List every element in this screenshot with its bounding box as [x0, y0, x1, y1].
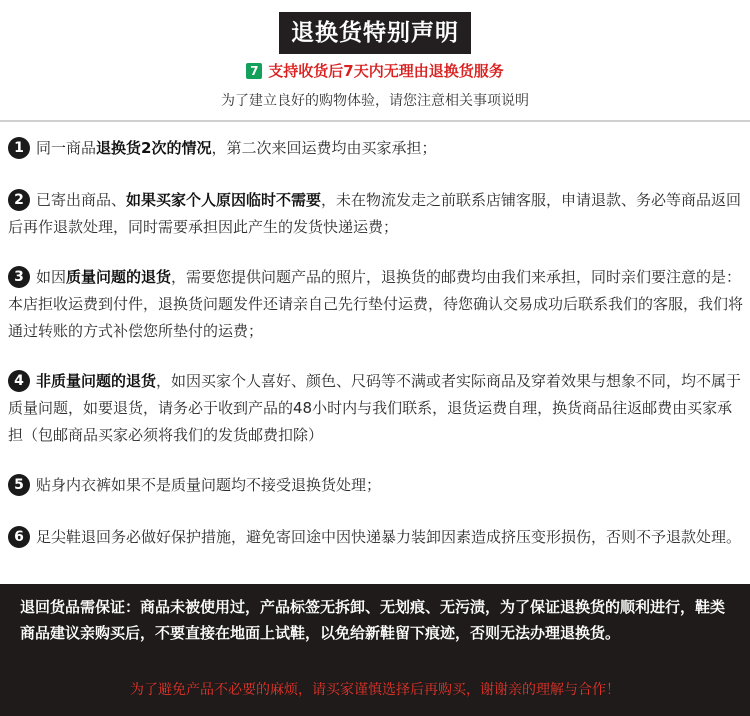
number-badge: 4 — [8, 370, 30, 392]
rule-highlight: 质量问题的退货 — [66, 268, 172, 286]
guarantee-text: 退回货品需保证：商品未被使用过，产品标签无拆卸、无划痕、无污渍，为了保证退换货的顺利进行，鞋类商品建议亲购买后，不要直接在地面上试鞋，以免给新鞋留下痕迹，否则无法办理退换货。 — [20, 598, 726, 642]
rule-item-1 — [8, 135, 743, 162]
divider — [0, 120, 750, 122]
rule-text: ，未在物流发走之前联系店铺客服，申请退款、务必等商品返回后再作退款处理，同时需要承担因此产生的发货快递运费； — [8, 191, 742, 236]
number-badge: 1 — [8, 137, 30, 159]
rule-highlight: 如果买家个人原因临时不需要 — [126, 191, 322, 209]
number-badge: 6 — [8, 526, 30, 548]
rule-item-2 — [8, 187, 743, 241]
rule-item-5 — [8, 472, 743, 499]
policy-line — [0, 60, 750, 82]
rule-highlight: 非质量问题的退货 — [36, 372, 157, 390]
title-wrapper — [0, 12, 750, 54]
subtitle: 为了建立良好的购物体验，请您注意相关事项说明 — [221, 93, 529, 109]
policy-text: 支持收货后7天内无理由退换货服务 — [268, 62, 504, 80]
seven-day-badge: 7 — [246, 63, 262, 79]
footer-note: 为了避免产品不必要的麻烦，请买家谨慎选择后再购买，谢谢亲的理解与合作！ — [130, 682, 620, 698]
rule-item-3 — [8, 264, 743, 345]
rule-text: ，需要您提供问题产品的照片，退换货的邮费均由我们来承担，同时亲们要注意的是：本店拒收运费到付件，退换货问题发件还请亲自己先行垫付运费，待您确认交易成功后联系我们的客服，我们将通过转账的方式补偿您所垫付的运费； — [8, 268, 744, 340]
number-badge: 2 — [8, 189, 30, 211]
number-badge: 3 — [8, 266, 30, 288]
rule-text: 足尖鞋退回务必做好保护措施，避免寄回途中因快递暴力装卸因素造成挤压变形损伤，否则不予退款处理。 — [36, 528, 742, 546]
rule-text: 已寄出商品、 — [36, 191, 127, 209]
rule-text: 贴身内衣裤如果不是质量问题均不接受退换货处理； — [36, 476, 382, 494]
rule-item-4 — [8, 368, 743, 449]
rule-text: 如因 — [36, 268, 67, 286]
footer-panel — [0, 584, 750, 716]
rule-text: 同一商品 — [36, 139, 97, 157]
number-badge: 5 — [8, 474, 30, 496]
rule-highlight: 退换货2次的情况 — [96, 139, 212, 157]
page-title: 退换货特别声明 — [279, 12, 471, 54]
rule-text: ，如因买家个人喜好、颜色、尺码等不满或者实际商品及穿着效果与想象不同，均不属于质量问题，如要退货，请务必于收到产品的48小时内与我们联系，退货运费自理，换货商品往返邮费由买家承担（包邮商品买家必须将我们的发货邮费扣除） — [8, 372, 742, 444]
rule-text: ，第二次来回运费均由买家承担； — [211, 139, 437, 157]
rule-item-6 — [8, 524, 743, 551]
